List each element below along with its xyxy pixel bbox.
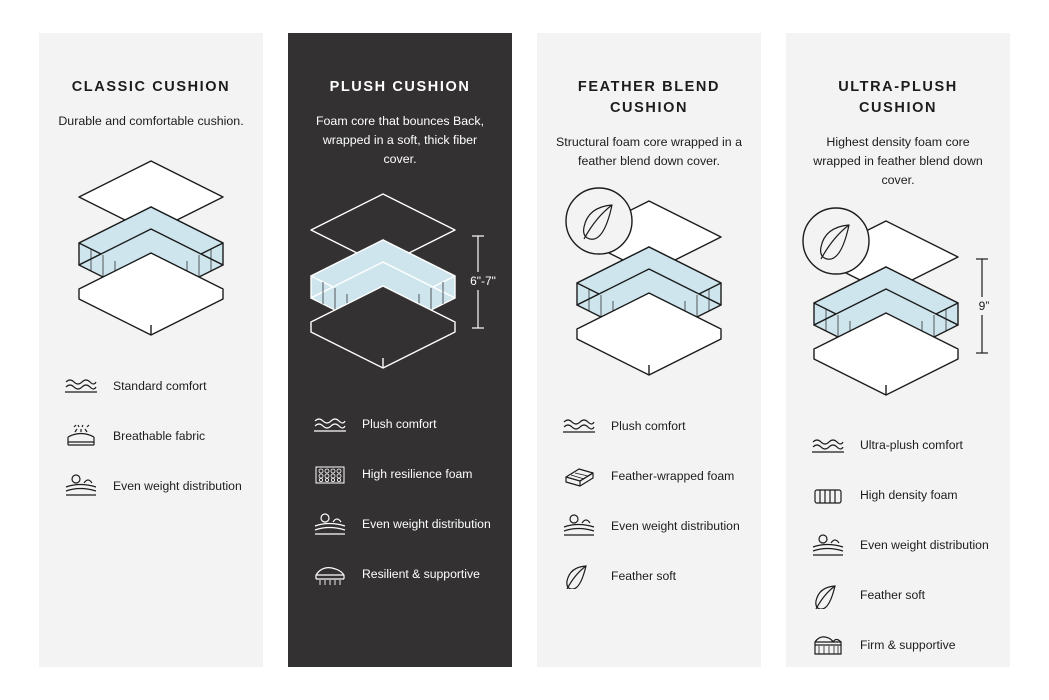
list-item xyxy=(537,409,761,443)
feature-label: Even weight distribution xyxy=(611,519,740,534)
feature-label: Resilient & supportive xyxy=(362,567,480,582)
leaf-icon xyxy=(808,580,848,612)
card-plush-cushion xyxy=(288,33,512,667)
honeycomb-foam-icon xyxy=(310,459,350,491)
feature-label: High density foam xyxy=(860,488,958,503)
card-description: Highest density foam core wrapped in feather blend down cover. xyxy=(813,135,983,188)
wave-lines-icon xyxy=(310,409,350,441)
wave-lines-icon xyxy=(808,430,848,462)
card-description: Foam core that bounces Back, wrapped in a soft, thick fiber cover. xyxy=(315,114,485,167)
list-item xyxy=(288,458,512,492)
dimension-label: 9” xyxy=(978,298,990,313)
feature-label: Even weight distribution xyxy=(860,538,989,553)
even-weight-icon xyxy=(559,510,599,542)
cushion-illustration xyxy=(537,181,761,401)
resilient-support-icon xyxy=(310,559,350,591)
feature-label: Feather soft xyxy=(611,569,677,584)
list-item xyxy=(39,419,263,453)
card-title: CLASSIC CUSHION xyxy=(71,79,231,95)
card-description: Durable and comfortable cushion. xyxy=(58,114,244,129)
card-ultra-plush-cushion xyxy=(786,33,1010,667)
even-weight-icon xyxy=(310,509,350,541)
card-title: PLUSH CUSHION xyxy=(329,79,471,95)
feature-label: Even weight distribution xyxy=(113,479,242,493)
feature-label: Plush comfort xyxy=(611,419,686,434)
list-item xyxy=(288,408,512,442)
dimension-label: 6"-7" xyxy=(470,273,496,288)
density-foam-icon xyxy=(808,480,848,512)
cushion-illustration xyxy=(288,180,512,400)
feature-label: Ultra-plush comfort xyxy=(860,438,963,453)
list-item xyxy=(537,559,761,593)
feather-wrapped-foam-icon xyxy=(559,460,599,492)
feature-label: Breathable fabric xyxy=(113,429,206,443)
card-description: Structural foam core wrapped in a feather blend down cover. xyxy=(556,135,742,169)
feature-list xyxy=(786,421,1010,663)
feature-label: Even weight distribution xyxy=(362,517,491,532)
feature-label: Feather-wrapped foam xyxy=(611,469,735,484)
feature-list xyxy=(288,400,512,592)
list-item xyxy=(288,558,512,592)
list-item xyxy=(39,469,263,503)
even-weight-icon xyxy=(61,470,101,502)
feature-label: Feather soft xyxy=(860,588,926,603)
wave-lines-icon xyxy=(559,410,599,442)
feature-label: High resilience foam xyxy=(362,467,473,482)
card-title: FEATHER BLEND CUSHION xyxy=(577,79,721,117)
list-item xyxy=(39,369,263,403)
feature-list xyxy=(39,361,263,503)
feature-label: Firm & supportive xyxy=(860,638,956,653)
list-item xyxy=(786,429,1010,463)
feature-list xyxy=(537,401,761,593)
feature-label: Plush comfort xyxy=(362,417,437,432)
breathable-fabric-icon xyxy=(61,420,101,452)
leaf-icon xyxy=(559,560,599,592)
list-item xyxy=(537,509,761,543)
cushion-illustration xyxy=(39,141,263,361)
card-title: ULTRA-PLUSH CUSHION xyxy=(838,79,958,117)
feature-label: Standard comfort xyxy=(113,379,207,393)
list-item xyxy=(537,459,761,493)
list-item xyxy=(786,629,1010,663)
cushion-illustration xyxy=(786,201,1010,421)
list-item xyxy=(786,529,1010,563)
even-weight-icon xyxy=(808,530,848,562)
card-classic-cushion xyxy=(39,33,263,667)
list-item xyxy=(786,479,1010,513)
list-item xyxy=(288,508,512,542)
card-feather-blend-cushion xyxy=(537,33,761,667)
wave-lines-icon xyxy=(61,370,101,402)
firm-support-icon xyxy=(808,630,848,662)
list-item xyxy=(786,579,1010,613)
